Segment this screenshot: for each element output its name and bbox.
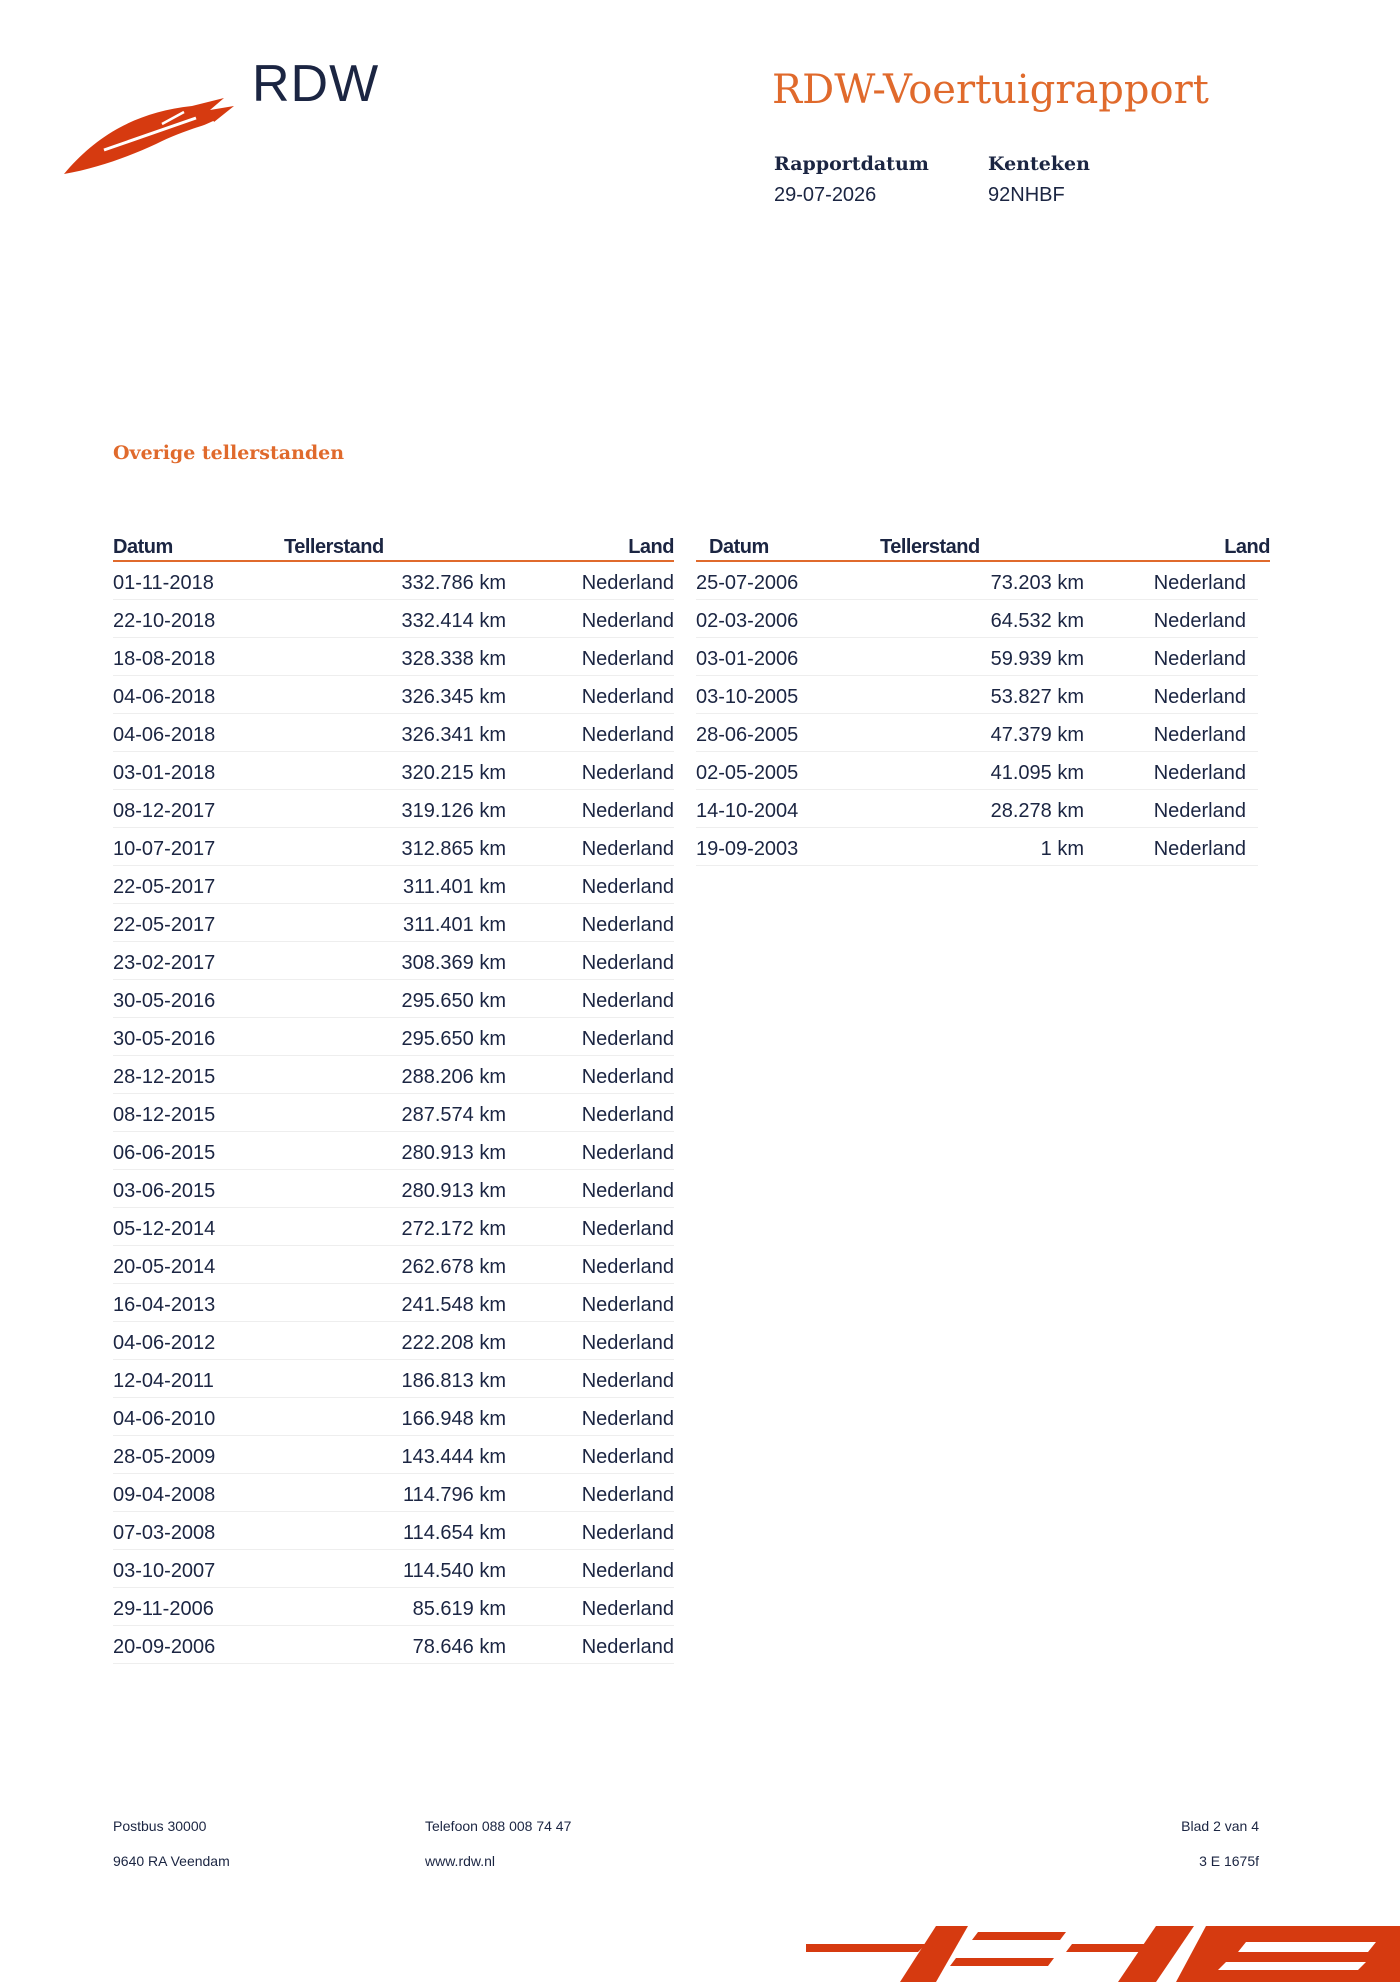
table-row (113, 1170, 674, 1208)
cell-odometer: 287.574 km (401, 1104, 506, 1126)
cell-odometer: 28.278 km (990, 800, 1084, 822)
header-odometer: Tellerstand (284, 536, 384, 558)
cell-odometer: 280.913 km (401, 1180, 506, 1202)
cell-date: 25-07-2006 (696, 572, 799, 594)
cell-country: Nederland (1153, 762, 1246, 784)
cell-country: Nederland (581, 610, 674, 632)
cell-country: Nederland (1153, 838, 1246, 860)
cell-country: Nederland (581, 800, 674, 822)
cell-odometer: 311.401 km (402, 876, 506, 898)
footer-address-line1: Postbus 30000 (113, 1818, 207, 1834)
cell-country: Nederland (581, 1446, 674, 1468)
cell-odometer: 47.379 km (990, 724, 1084, 746)
cell-country: Nederland (581, 1294, 674, 1316)
cell-odometer: 64.532 km (990, 610, 1084, 632)
cell-country: Nederland (1153, 686, 1246, 708)
table-row (696, 600, 1258, 638)
cell-odometer: 114.796 km (402, 1484, 506, 1506)
cell-odometer: 186.813 km (401, 1370, 506, 1392)
cell-country: Nederland (581, 648, 674, 670)
cell-odometer: 114.654 km (402, 1522, 506, 1544)
footer-document-code: 3 E 1675f (1199, 1853, 1259, 1869)
table-row (696, 676, 1258, 714)
header-date: Datum (709, 536, 769, 558)
cell-odometer: 311.401 km (402, 914, 506, 936)
cell-date: 03-06-2015 (113, 1180, 216, 1202)
table-row (113, 1132, 674, 1170)
cell-date: 30-05-2016 (113, 990, 216, 1012)
cell-odometer: 308.369 km (401, 952, 506, 974)
table-row (113, 1208, 674, 1246)
table-row (696, 562, 1258, 600)
cell-country: Nederland (581, 876, 674, 898)
table-row (113, 866, 674, 904)
cell-odometer: 222.208 km (401, 1332, 506, 1354)
cell-country: Nederland (581, 1332, 674, 1354)
footer-phone: Telefoon 088 008 74 47 (425, 1818, 572, 1834)
cell-odometer: 53.827 km (990, 686, 1084, 708)
cell-odometer: 78.646 km (412, 1636, 506, 1658)
footer-website[interactable]: www.rdw.nl (425, 1853, 496, 1869)
odometer-table-right (696, 536, 1270, 866)
table-row (113, 600, 674, 638)
table-row (113, 1246, 674, 1284)
cell-odometer: 288.206 km (401, 1066, 506, 1088)
cell-country: Nederland (581, 1066, 674, 1088)
cell-country: Nederland (581, 914, 674, 936)
table-row (113, 1360, 674, 1398)
cell-country: Nederland (1153, 572, 1246, 594)
cell-country: Nederland (1153, 648, 1246, 670)
cell-odometer: 295.650 km (401, 990, 506, 1012)
cell-odometer: 272.172 km (401, 1218, 506, 1240)
cell-date: 04-06-2018 (113, 724, 216, 746)
cell-date: 16-04-2013 (113, 1294, 216, 1316)
cell-odometer: 73.203 km (990, 572, 1084, 594)
table-row (696, 638, 1258, 676)
table-row (113, 1322, 674, 1360)
cell-date: 04-06-2010 (113, 1408, 216, 1430)
cell-country: Nederland (581, 1598, 674, 1620)
cell-date: 08-12-2015 (113, 1104, 216, 1126)
cell-date: 05-12-2014 (113, 1218, 216, 1240)
table-row (113, 1398, 674, 1436)
footer-address-line2: 9640 RA Veendam (113, 1853, 230, 1869)
cell-odometer: 319.126 km (401, 800, 506, 822)
cell-date: 14-10-2004 (696, 800, 799, 822)
logo-text: RDW (252, 55, 380, 113)
cell-date: 10-07-2017 (113, 838, 216, 860)
cell-odometer: 326.345 km (401, 686, 506, 708)
cell-date: 03-01-2006 (696, 648, 799, 670)
cell-date: 22-05-2017 (113, 914, 216, 936)
cell-date: 06-06-2015 (113, 1142, 216, 1164)
cell-odometer: 85.619 km (412, 1598, 506, 1620)
cell-date: 22-05-2017 (113, 876, 216, 898)
cell-date: 30-05-2016 (113, 1028, 216, 1050)
cell-date: 03-01-2018 (113, 762, 216, 784)
cell-odometer: 328.338 km (401, 648, 506, 670)
cell-odometer: 332.786 km (401, 572, 506, 594)
cell-country: Nederland (1153, 610, 1246, 632)
table-row (113, 676, 674, 714)
cell-date: 19-09-2003 (696, 838, 799, 860)
cell-country: Nederland (581, 1104, 674, 1126)
table-row (113, 904, 674, 942)
cell-date: 01-11-2018 (113, 572, 214, 594)
table-body (696, 562, 1270, 866)
report-date-label: Rapportdatum (774, 153, 929, 175)
cell-country: Nederland (581, 686, 674, 708)
table-row (696, 828, 1258, 866)
table-row (113, 1550, 674, 1588)
cell-odometer: 166.948 km (401, 1408, 506, 1430)
report-date-value: 29-07-2026 (774, 184, 877, 206)
cell-country: Nederland (581, 1408, 674, 1430)
table-row (696, 714, 1258, 752)
cell-odometer: 320.215 km (401, 762, 506, 784)
cell-date: 28-06-2005 (696, 724, 799, 746)
table-row (113, 980, 674, 1018)
cell-odometer: 114.540 km (402, 1560, 506, 1582)
cell-date: 28-05-2009 (113, 1446, 216, 1468)
cell-date: 03-10-2007 (113, 1560, 216, 1582)
cell-date: 20-05-2014 (113, 1256, 216, 1278)
cell-country: Nederland (581, 724, 674, 746)
rdw-logo-icon (64, 88, 234, 180)
decorative-stripes-icon (806, 1922, 1400, 1982)
cell-country: Nederland (581, 952, 674, 974)
table-row (113, 752, 674, 790)
report-title: RDW-Voertuigrapport (772, 67, 1209, 113)
table-row (113, 714, 674, 752)
table-row (113, 562, 674, 600)
cell-odometer: 280.913 km (401, 1142, 506, 1164)
license-plate-value: 92NHBF (988, 184, 1065, 206)
cell-date: 09-04-2008 (113, 1484, 216, 1506)
cell-country: Nederland (581, 1522, 674, 1544)
cell-date: 02-05-2005 (696, 762, 799, 784)
table-body (113, 562, 674, 1664)
cell-date: 18-08-2018 (113, 648, 216, 670)
cell-date: 29-11-2006 (113, 1598, 214, 1620)
table-row (113, 1512, 674, 1550)
table-row (113, 1474, 674, 1512)
cell-country: Nederland (581, 1180, 674, 1202)
cell-country: Nederland (581, 762, 674, 784)
cell-date: 22-10-2018 (113, 610, 216, 632)
cell-date: 23-02-2017 (113, 952, 216, 974)
cell-odometer: 59.939 km (990, 648, 1084, 670)
cell-country: Nederland (581, 1484, 674, 1506)
cell-country: Nederland (581, 990, 674, 1012)
cell-country: Nederland (581, 838, 674, 860)
cell-odometer: 295.650 km (401, 1028, 506, 1050)
cell-country: Nederland (581, 1142, 674, 1164)
table-row (113, 1094, 674, 1132)
cell-country: Nederland (581, 1636, 674, 1658)
table-row (113, 1626, 674, 1664)
cell-date: 07-03-2008 (113, 1522, 216, 1544)
footer-page-number: Blad 2 van 4 (1181, 1818, 1259, 1834)
cell-odometer: 332.414 km (401, 610, 506, 632)
table-row (113, 1284, 674, 1322)
cell-country: Nederland (1153, 800, 1246, 822)
cell-odometer: 241.548 km (401, 1294, 506, 1316)
odometer-table-left (113, 536, 674, 1664)
cell-date: 04-06-2012 (113, 1332, 216, 1354)
cell-odometer: 312.865 km (401, 838, 506, 860)
table-row (113, 1056, 674, 1094)
table-row (113, 638, 674, 676)
table-row (113, 790, 674, 828)
cell-country: Nederland (581, 1560, 674, 1582)
cell-date: 28-12-2015 (113, 1066, 216, 1088)
table-header (696, 536, 1270, 562)
cell-country: Nederland (581, 1256, 674, 1278)
header-country: Land (1224, 536, 1270, 558)
cell-date: 04-06-2018 (113, 686, 216, 708)
table-row (113, 828, 674, 866)
cell-odometer: 1 km (1040, 838, 1084, 860)
header-country: Land (628, 536, 674, 558)
table-row (113, 1588, 674, 1626)
license-plate-label: Kenteken (988, 153, 1090, 175)
table-row (113, 1436, 674, 1474)
header-odometer: Tellerstand (880, 536, 980, 558)
header-date: Datum (113, 536, 173, 558)
table-row (696, 790, 1258, 828)
table-row (696, 752, 1258, 790)
cell-date: 08-12-2017 (113, 800, 216, 822)
cell-country: Nederland (581, 1370, 674, 1392)
cell-date: 20-09-2006 (113, 1636, 216, 1658)
table-header (113, 536, 674, 562)
cell-country: Nederland (581, 572, 674, 594)
table-row (113, 1018, 674, 1056)
section-title: Overige tellerstanden (113, 442, 345, 464)
cell-country: Nederland (1153, 724, 1246, 746)
cell-date: 02-03-2006 (696, 610, 799, 632)
cell-odometer: 41.095 km (990, 762, 1084, 784)
cell-country: Nederland (581, 1218, 674, 1240)
cell-date: 03-10-2005 (696, 686, 799, 708)
cell-odometer: 143.444 km (401, 1446, 506, 1468)
table-row (113, 942, 674, 980)
cell-odometer: 326.341 km (401, 724, 506, 746)
cell-country: Nederland (581, 1028, 674, 1050)
cell-odometer: 262.678 km (401, 1256, 506, 1278)
cell-date: 12-04-2011 (113, 1370, 214, 1392)
